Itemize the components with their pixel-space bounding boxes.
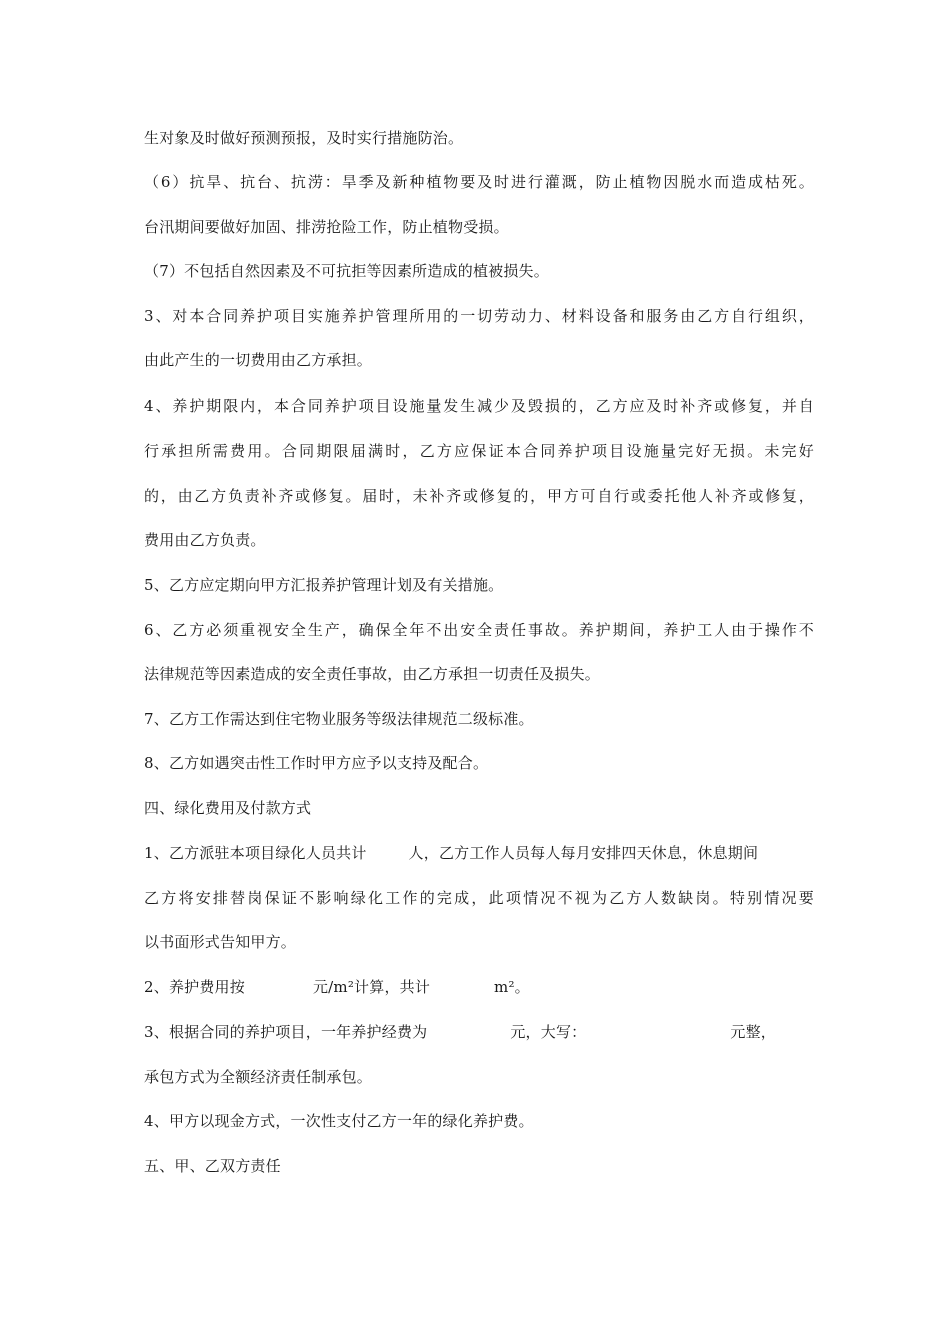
text-line: 承包方式为全额经济责任制承包。 bbox=[144, 1068, 373, 1086]
text-line bbox=[144, 977, 814, 997]
section-heading: 四、绿化费用及付款方式 bbox=[144, 799, 312, 817]
text-line: 6、乙方必须重视安全生产，确保全年不出安全责任事故。养护期间，养护工人由于操作不 bbox=[144, 621, 814, 639]
text-fragment: 人，乙方工作人员每人每月安排四天休息，休息期间 bbox=[408, 844, 759, 862]
text-line: 法律规范等因素造成的安全责任事故，由乙方承担一切责任及损失。 bbox=[144, 665, 601, 683]
text-line: 4、甲方以现金方式，一次性支付乙方一年的绿化养护费。 bbox=[144, 1112, 534, 1130]
text-fragment: 元整， bbox=[730, 1023, 776, 1041]
text-line: 5、乙方应定期向甲方汇报养护管理计划及有关措施。 bbox=[144, 576, 504, 594]
text-line bbox=[144, 843, 814, 863]
text-line: 乙方将安排替岗保证不影响绿化工作的完成，此项情况不视为乙方人数缺岗。特别情况要 bbox=[144, 889, 814, 907]
text-line: （7）不包括自然因素及不可抗拒等因素所造成的植被损失。 bbox=[144, 262, 549, 280]
text-fragment: 3、根据合同的养护项目，一年养护经费为 bbox=[144, 1023, 428, 1041]
text-fragment: m²。 bbox=[494, 978, 530, 996]
text-line: 费用由乙方负责。 bbox=[144, 531, 266, 549]
text-line: 4、养护期限内，本合同养护项目设施量发生减少及毁损的，乙方应及时补齐或修复，并自 bbox=[144, 397, 814, 415]
text-line: 3、对本合同养护项目实施养护管理所用的一切劳动力、材料设备和服务由乙方自行组织， bbox=[144, 307, 814, 325]
text-line: 8、乙方如遇突击性工作时甲方应予以支持及配合。 bbox=[144, 754, 489, 772]
text-fragment: 元，大写： bbox=[510, 1023, 587, 1041]
text-fragment: 元/m²计算，共计 bbox=[312, 978, 431, 996]
text-line: 的，由乙方负责补齐或修复。届时，未补齐或修复的，甲方可自行或委托他人补齐或修复， bbox=[144, 487, 814, 505]
text-line: 行承担所需费用。合同期限届满时，乙方应保证本合同养护项目设施量完好无损。未完好 bbox=[144, 442, 814, 460]
text-line: 7、乙方工作需达到住宅物业服务等级法律规范二级标准。 bbox=[144, 710, 534, 728]
text-line: 生对象及时做好预测预报，及时实行措施防治。 bbox=[144, 129, 464, 147]
text-line bbox=[144, 1022, 814, 1042]
text-line: 以书面形式告知甲方。 bbox=[144, 933, 297, 951]
text-fragment: 1、乙方派驻本项目绿化人员共计 bbox=[144, 844, 367, 862]
section-heading: 五、甲、乙双方责任 bbox=[144, 1157, 281, 1175]
text-line: 台汛期间要做好加固、排涝抢险工作，防止植物受损。 bbox=[144, 218, 509, 236]
text-line: 由此产生的一切费用由乙方承担。 bbox=[144, 351, 373, 369]
text-line: （6）抗旱、抗台、抗涝：旱季及新种植物要及时进行灌溉，防止植物因脱水而造成枯死。 bbox=[144, 173, 814, 191]
text-fragment: 2、养护费用按 bbox=[144, 978, 245, 996]
